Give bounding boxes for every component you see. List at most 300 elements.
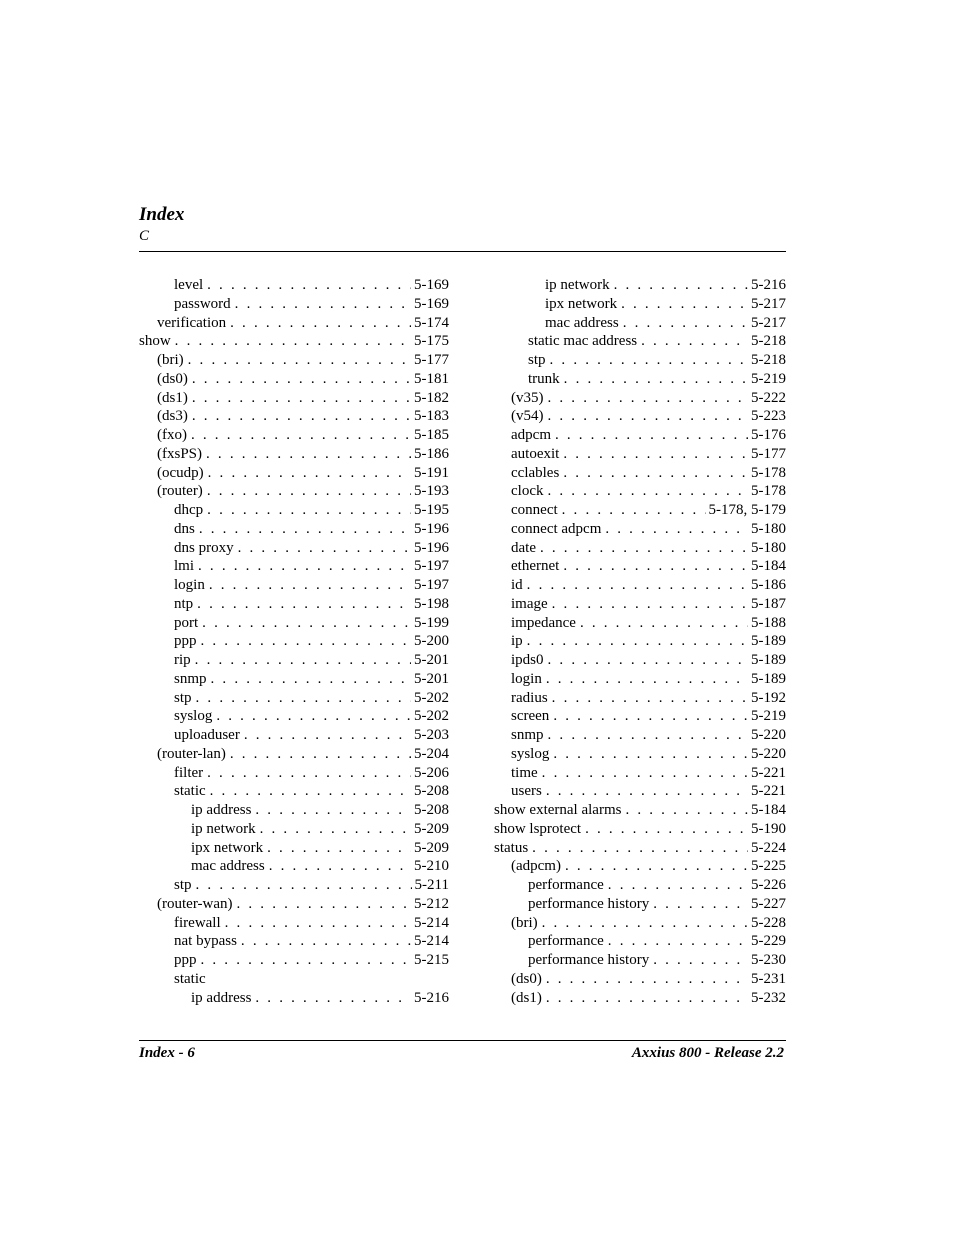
index-entry bbox=[139, 764, 449, 783]
index-entry bbox=[139, 295, 449, 314]
index-term: ip bbox=[511, 633, 523, 650]
index-page-ref: 5-189 bbox=[751, 670, 786, 687]
index-entry bbox=[476, 951, 786, 970]
index-column-left bbox=[139, 276, 449, 1007]
index-entry bbox=[476, 651, 786, 670]
index-page-ref: 5-218 bbox=[751, 352, 786, 368]
index-term: (bri) bbox=[511, 914, 538, 931]
index-term: (router-wan) bbox=[157, 895, 233, 912]
index-page-ref: 5-199 bbox=[414, 614, 449, 631]
index-entry bbox=[476, 670, 786, 689]
dot-leader bbox=[199, 520, 411, 539]
dot-leader bbox=[580, 614, 748, 633]
dot-leader bbox=[269, 857, 411, 876]
index-page-ref: 5-189 bbox=[751, 633, 786, 650]
index-entry bbox=[139, 314, 449, 333]
index-entry bbox=[139, 670, 449, 689]
index-term: mac address bbox=[545, 314, 619, 331]
index-page-ref: 5-189 bbox=[751, 652, 786, 668]
dot-leader bbox=[608, 876, 748, 895]
index-term: show lsprotect bbox=[494, 820, 582, 837]
dot-leader bbox=[175, 332, 411, 351]
index-page-ref: 5-206 bbox=[414, 764, 449, 781]
index-entry bbox=[476, 726, 786, 745]
index-page-ref: 5-232 bbox=[751, 989, 786, 1006]
index-page-ref: 5-188 bbox=[751, 614, 786, 631]
index-entry bbox=[139, 895, 449, 914]
index-page-ref: 5-180 bbox=[751, 520, 786, 537]
index-entry bbox=[476, 839, 786, 858]
index-entry bbox=[476, 276, 786, 295]
index-page-ref: 5-193 bbox=[414, 483, 449, 500]
index-term: rip bbox=[174, 652, 191, 668]
index-page-ref: 5-196 bbox=[414, 539, 449, 556]
index-term: trunk bbox=[528, 370, 560, 387]
index-entry bbox=[476, 895, 786, 914]
index-page-ref: 5-223 bbox=[751, 408, 786, 425]
footer-rule bbox=[139, 1040, 786, 1041]
index-page-ref: 5-220 bbox=[751, 745, 786, 762]
index-term: (ds1) bbox=[511, 989, 542, 1006]
index-page-ref: 5-211 bbox=[414, 877, 449, 893]
dot-leader bbox=[625, 801, 748, 820]
index-entry bbox=[476, 876, 786, 895]
dot-leader bbox=[197, 595, 411, 614]
index-page-ref: 5-198 bbox=[414, 595, 449, 612]
index-entry bbox=[476, 801, 786, 820]
index-page-ref: 5-220 bbox=[751, 727, 786, 743]
index-page-ref: 5-217 bbox=[751, 295, 786, 312]
index-entry bbox=[476, 707, 786, 726]
dot-leader bbox=[608, 932, 748, 951]
header-rule bbox=[139, 251, 786, 252]
index-term: static bbox=[174, 783, 206, 800]
index-entry bbox=[139, 482, 449, 501]
index-page-ref: 5-202 bbox=[414, 708, 449, 725]
dot-leader bbox=[195, 651, 411, 670]
index-page-ref: 5-180 bbox=[751, 539, 786, 556]
index-entry bbox=[139, 595, 449, 614]
index-term: mac address bbox=[191, 858, 265, 875]
dot-leader bbox=[614, 276, 748, 295]
dot-leader bbox=[548, 389, 749, 408]
index-term: id bbox=[511, 577, 523, 593]
index-page-ref: 5-221 bbox=[751, 764, 786, 781]
dot-leader bbox=[542, 764, 748, 783]
index-term: login bbox=[174, 577, 205, 593]
index-entry bbox=[139, 351, 449, 370]
index-term: stp bbox=[174, 877, 192, 893]
index-page-ref: 5-169 bbox=[414, 295, 449, 312]
index-entry bbox=[139, 801, 449, 820]
dot-leader bbox=[565, 857, 748, 876]
index-term: screen bbox=[511, 708, 550, 725]
index-term: syslog bbox=[174, 708, 213, 725]
dot-leader bbox=[255, 989, 411, 1008]
index-term: port bbox=[174, 614, 199, 631]
index-entry bbox=[476, 426, 786, 445]
dot-leader bbox=[621, 295, 748, 314]
dot-leader bbox=[653, 951, 748, 970]
index-entry bbox=[139, 632, 449, 651]
dot-leader bbox=[198, 557, 411, 576]
index-term: show bbox=[139, 333, 171, 350]
index-page-ref bbox=[446, 970, 449, 989]
dot-leader bbox=[237, 895, 412, 914]
index-entry bbox=[476, 539, 786, 558]
index-page-ref: 5-195 bbox=[414, 502, 449, 518]
dot-leader bbox=[207, 482, 411, 501]
index-term: (ds0) bbox=[157, 370, 188, 387]
index-page-ref: 5-183 bbox=[414, 408, 449, 425]
index-term: (adpcm) bbox=[511, 858, 561, 875]
dot-leader bbox=[546, 782, 748, 801]
index-page-ref: 5-187 bbox=[751, 595, 786, 612]
index-term: (v35) bbox=[511, 389, 544, 406]
dot-leader bbox=[267, 839, 411, 858]
index-page-ref: 5-209 bbox=[414, 820, 449, 837]
index-entry bbox=[476, 407, 786, 426]
dot-leader bbox=[546, 989, 748, 1008]
index-term: (ds0) bbox=[511, 970, 542, 987]
dot-leader bbox=[202, 614, 411, 633]
index-page-ref: 5-215 bbox=[414, 952, 449, 968]
index-term: impedance bbox=[511, 614, 576, 631]
index-term: ip address bbox=[191, 802, 252, 818]
index-term: ppp bbox=[174, 633, 197, 650]
dot-leader bbox=[553, 745, 748, 764]
dot-leader bbox=[230, 314, 411, 333]
index-page-ref: 5-184 bbox=[751, 558, 786, 575]
index-entry bbox=[476, 595, 786, 614]
index-page-ref: 5-182 bbox=[414, 389, 449, 406]
index-page-ref: 5-178, 5-179 bbox=[708, 502, 786, 518]
index-entry bbox=[139, 914, 449, 933]
dot-leader bbox=[210, 970, 446, 989]
index-entry bbox=[139, 970, 449, 989]
index-page-ref: 5-181 bbox=[414, 370, 449, 387]
index-term: static mac address bbox=[528, 333, 638, 350]
dot-leader bbox=[552, 595, 748, 614]
index-page-ref: 5-184 bbox=[751, 802, 786, 818]
index-entry bbox=[139, 276, 449, 295]
index-entry bbox=[139, 689, 449, 708]
index-page-ref: 5-174 bbox=[414, 314, 449, 331]
dot-leader bbox=[555, 426, 748, 445]
dot-leader bbox=[548, 407, 749, 426]
index-page-ref: 5-208 bbox=[414, 802, 449, 818]
index-entry bbox=[139, 370, 449, 389]
index-entry bbox=[139, 745, 449, 764]
index-term: cclables bbox=[511, 464, 560, 481]
index-term: (router) bbox=[157, 483, 203, 500]
index-term: (ds1) bbox=[157, 389, 188, 406]
dot-leader bbox=[192, 407, 411, 426]
index-entry bbox=[139, 932, 449, 951]
index-page-ref: 5-228 bbox=[751, 914, 786, 931]
dot-leader bbox=[201, 632, 412, 651]
index-term: (v54) bbox=[511, 408, 544, 425]
index-term: stp bbox=[528, 352, 546, 368]
index-entry bbox=[476, 632, 786, 651]
index-page-ref: 5-219 bbox=[751, 708, 786, 725]
index-entry bbox=[476, 576, 786, 595]
index-page-ref: 5-216 bbox=[414, 989, 449, 1006]
dot-leader bbox=[548, 651, 748, 670]
index-term: filter bbox=[174, 764, 204, 781]
dot-leader bbox=[546, 970, 748, 989]
index-entry bbox=[476, 970, 786, 989]
index-page-ref: 5-201 bbox=[414, 652, 449, 668]
index-entry bbox=[476, 482, 786, 501]
index-term: (router-lan) bbox=[157, 745, 226, 762]
index-entry bbox=[139, 501, 449, 520]
dot-leader bbox=[585, 820, 748, 839]
index-term: time bbox=[511, 764, 538, 781]
index-entry bbox=[476, 914, 786, 933]
index-entry bbox=[476, 314, 786, 333]
index-page-ref: 5-202 bbox=[414, 689, 449, 706]
index-page-ref: 5-214 bbox=[414, 933, 449, 950]
index-term: nat bypass bbox=[174, 933, 237, 950]
index-entry bbox=[476, 689, 786, 708]
index-entry bbox=[476, 820, 786, 839]
index-page-ref: 5-176 bbox=[751, 427, 786, 443]
index-term: ip network bbox=[545, 277, 610, 293]
index-page-ref: 5-212 bbox=[414, 895, 449, 912]
dot-leader bbox=[235, 295, 411, 314]
index-entry bbox=[139, 782, 449, 801]
index-page-ref: 5-186 bbox=[414, 445, 449, 462]
index-entry bbox=[139, 407, 449, 426]
index-page-ref: 5-178 bbox=[751, 483, 786, 500]
index-entry bbox=[476, 782, 786, 801]
index-page-ref: 5-229 bbox=[751, 933, 786, 950]
index-entry bbox=[139, 557, 449, 576]
index-entry bbox=[476, 445, 786, 464]
dot-leader bbox=[548, 726, 748, 745]
dot-leader bbox=[562, 501, 706, 520]
index-page-ref: 5-216 bbox=[751, 277, 786, 293]
index-term: performance bbox=[528, 933, 604, 950]
index-entry bbox=[476, 764, 786, 783]
dot-leader bbox=[563, 445, 748, 464]
dot-leader bbox=[207, 501, 411, 520]
index-term: performance history bbox=[528, 895, 650, 912]
dot-leader bbox=[207, 276, 411, 295]
dot-leader bbox=[563, 464, 748, 483]
index-entry bbox=[476, 464, 786, 483]
page-number: Index - 6 bbox=[139, 1045, 195, 1061]
index-entry bbox=[139, 426, 449, 445]
index-entry bbox=[476, 857, 786, 876]
index-entry bbox=[139, 332, 449, 351]
index-page-ref: 5-201 bbox=[414, 670, 449, 687]
dot-leader bbox=[564, 370, 748, 389]
index-entry bbox=[476, 501, 786, 520]
index-page-ref: 5-222 bbox=[751, 389, 786, 406]
dot-leader bbox=[206, 445, 411, 464]
index-term: ipx network bbox=[191, 839, 264, 856]
index-page-ref: 5-190 bbox=[751, 820, 786, 837]
index-term: connect adpcm bbox=[511, 520, 602, 537]
index-entry bbox=[139, 707, 449, 726]
index-term: level bbox=[174, 277, 204, 293]
index-term: (ocudp) bbox=[157, 464, 204, 481]
index-term: login bbox=[511, 670, 542, 687]
index-term: syslog bbox=[511, 745, 550, 762]
index-entry bbox=[139, 576, 449, 595]
index-term: performance history bbox=[528, 952, 650, 968]
index-page-ref: 5-186 bbox=[751, 577, 786, 593]
dot-leader bbox=[527, 576, 748, 595]
document-title: Axxius 800 - Release 2.2 bbox=[631, 1045, 784, 1061]
index-entry bbox=[139, 614, 449, 633]
index-term: ipds0 bbox=[511, 652, 544, 668]
index-entry bbox=[139, 651, 449, 670]
index-term: show external alarms bbox=[494, 802, 622, 818]
index-term: performance bbox=[528, 877, 604, 893]
index-term: clock bbox=[511, 483, 544, 500]
index-term: adpcm bbox=[511, 427, 551, 443]
dot-leader bbox=[550, 351, 748, 370]
index-entry bbox=[476, 745, 786, 764]
index-entry bbox=[139, 445, 449, 464]
index-term: snmp bbox=[174, 670, 207, 687]
dot-leader bbox=[209, 576, 411, 595]
index-page-ref: 5-197 bbox=[414, 558, 449, 575]
index-page-ref: 5-191 bbox=[414, 464, 449, 481]
index-term: password bbox=[174, 295, 231, 312]
index-page-ref: 5-197 bbox=[414, 577, 449, 593]
index-page-ref: 5-203 bbox=[414, 727, 449, 743]
index-entry bbox=[139, 820, 449, 839]
page-title: Index bbox=[139, 204, 185, 225]
index-entry bbox=[139, 726, 449, 745]
dot-leader bbox=[532, 839, 748, 858]
dot-leader bbox=[623, 314, 748, 333]
index-entry bbox=[139, 876, 449, 895]
dot-leader bbox=[230, 745, 411, 764]
index-term: dhcp bbox=[174, 502, 204, 518]
dot-leader bbox=[547, 482, 748, 501]
index-term: lmi bbox=[174, 558, 195, 575]
dot-leader bbox=[238, 539, 411, 558]
index-page-ref: 5-175 bbox=[414, 333, 449, 350]
index-page-ref: 5-209 bbox=[414, 839, 449, 856]
index-entry bbox=[476, 557, 786, 576]
index-page-ref: 5-218 bbox=[751, 333, 786, 350]
dot-leader bbox=[546, 670, 748, 689]
index-term: dns proxy bbox=[174, 539, 234, 556]
index-page-ref: 5-200 bbox=[414, 633, 449, 650]
index-term: status bbox=[494, 839, 529, 856]
index-entry bbox=[476, 370, 786, 389]
index-term: snmp bbox=[511, 727, 544, 743]
index-entry bbox=[476, 351, 786, 370]
dot-leader bbox=[225, 914, 411, 933]
dot-leader bbox=[653, 895, 748, 914]
index-term: firewall bbox=[174, 914, 221, 931]
index-entry bbox=[476, 332, 786, 351]
index-term: uploaduser bbox=[174, 727, 240, 743]
index-page-ref: 5-185 bbox=[414, 427, 449, 443]
index-term: radius bbox=[511, 689, 548, 706]
dot-leader bbox=[188, 351, 411, 370]
index-term: ethernet bbox=[511, 558, 560, 575]
dot-leader bbox=[208, 464, 411, 483]
index-term: ppp bbox=[174, 952, 197, 968]
index-term: (fxsPS) bbox=[157, 445, 203, 462]
index-entry bbox=[139, 951, 449, 970]
index-entry bbox=[139, 464, 449, 483]
dot-leader bbox=[191, 426, 411, 445]
index-page-ref: 5-227 bbox=[751, 895, 786, 912]
dot-leader bbox=[260, 820, 411, 839]
dot-leader bbox=[216, 707, 411, 726]
index-page-ref: 5-196 bbox=[414, 520, 449, 537]
index-page-ref: 5-178 bbox=[751, 464, 786, 481]
index-term: ip network bbox=[191, 820, 256, 837]
index-entry bbox=[476, 389, 786, 408]
index-entry bbox=[139, 389, 449, 408]
index-term: autoexit bbox=[511, 445, 560, 462]
index-page-ref: 5-226 bbox=[751, 877, 786, 893]
index-term: (bri) bbox=[157, 352, 184, 368]
dot-leader bbox=[192, 389, 411, 408]
index-term: date bbox=[511, 539, 536, 556]
index-term: dns bbox=[174, 520, 195, 537]
index-term: static bbox=[174, 970, 206, 987]
index-entry bbox=[139, 857, 449, 876]
index-term: stp bbox=[174, 689, 192, 706]
index-page-ref: 5-221 bbox=[751, 783, 786, 800]
index-page-ref: 5-231 bbox=[751, 970, 786, 987]
dot-leader bbox=[552, 689, 748, 708]
index-term: verification bbox=[157, 314, 227, 331]
index-term: ntp bbox=[174, 595, 194, 612]
index-entry bbox=[476, 614, 786, 633]
index-entry bbox=[476, 989, 786, 1008]
dot-leader bbox=[605, 520, 748, 539]
index-term: (fxo) bbox=[157, 427, 187, 443]
dot-leader bbox=[527, 632, 748, 651]
index-entry bbox=[139, 539, 449, 558]
dot-leader bbox=[563, 557, 748, 576]
index-term: users bbox=[511, 783, 542, 800]
index-page-ref: 5-208 bbox=[414, 783, 449, 800]
index-page-ref: 5-204 bbox=[414, 745, 449, 762]
index-entry bbox=[139, 989, 449, 1008]
index-page-ref: 5-225 bbox=[751, 858, 786, 875]
section-letter: C bbox=[139, 228, 150, 244]
index-page-ref: 5-169 bbox=[414, 277, 449, 293]
dot-leader bbox=[192, 370, 411, 389]
index-page-ref: 5-214 bbox=[414, 914, 449, 931]
index-page-ref: 5-210 bbox=[414, 858, 449, 875]
index-term: ipx network bbox=[545, 295, 618, 312]
dot-leader bbox=[210, 782, 411, 801]
dot-leader bbox=[540, 539, 748, 558]
dot-leader bbox=[255, 801, 411, 820]
index-page-ref: 5-177 bbox=[751, 445, 786, 462]
dot-leader bbox=[553, 707, 748, 726]
index-term: image bbox=[511, 595, 548, 612]
index-page-ref: 5-224 bbox=[751, 839, 786, 856]
index-column-right bbox=[476, 276, 786, 1007]
dot-leader bbox=[244, 726, 411, 745]
index-entry bbox=[139, 520, 449, 539]
